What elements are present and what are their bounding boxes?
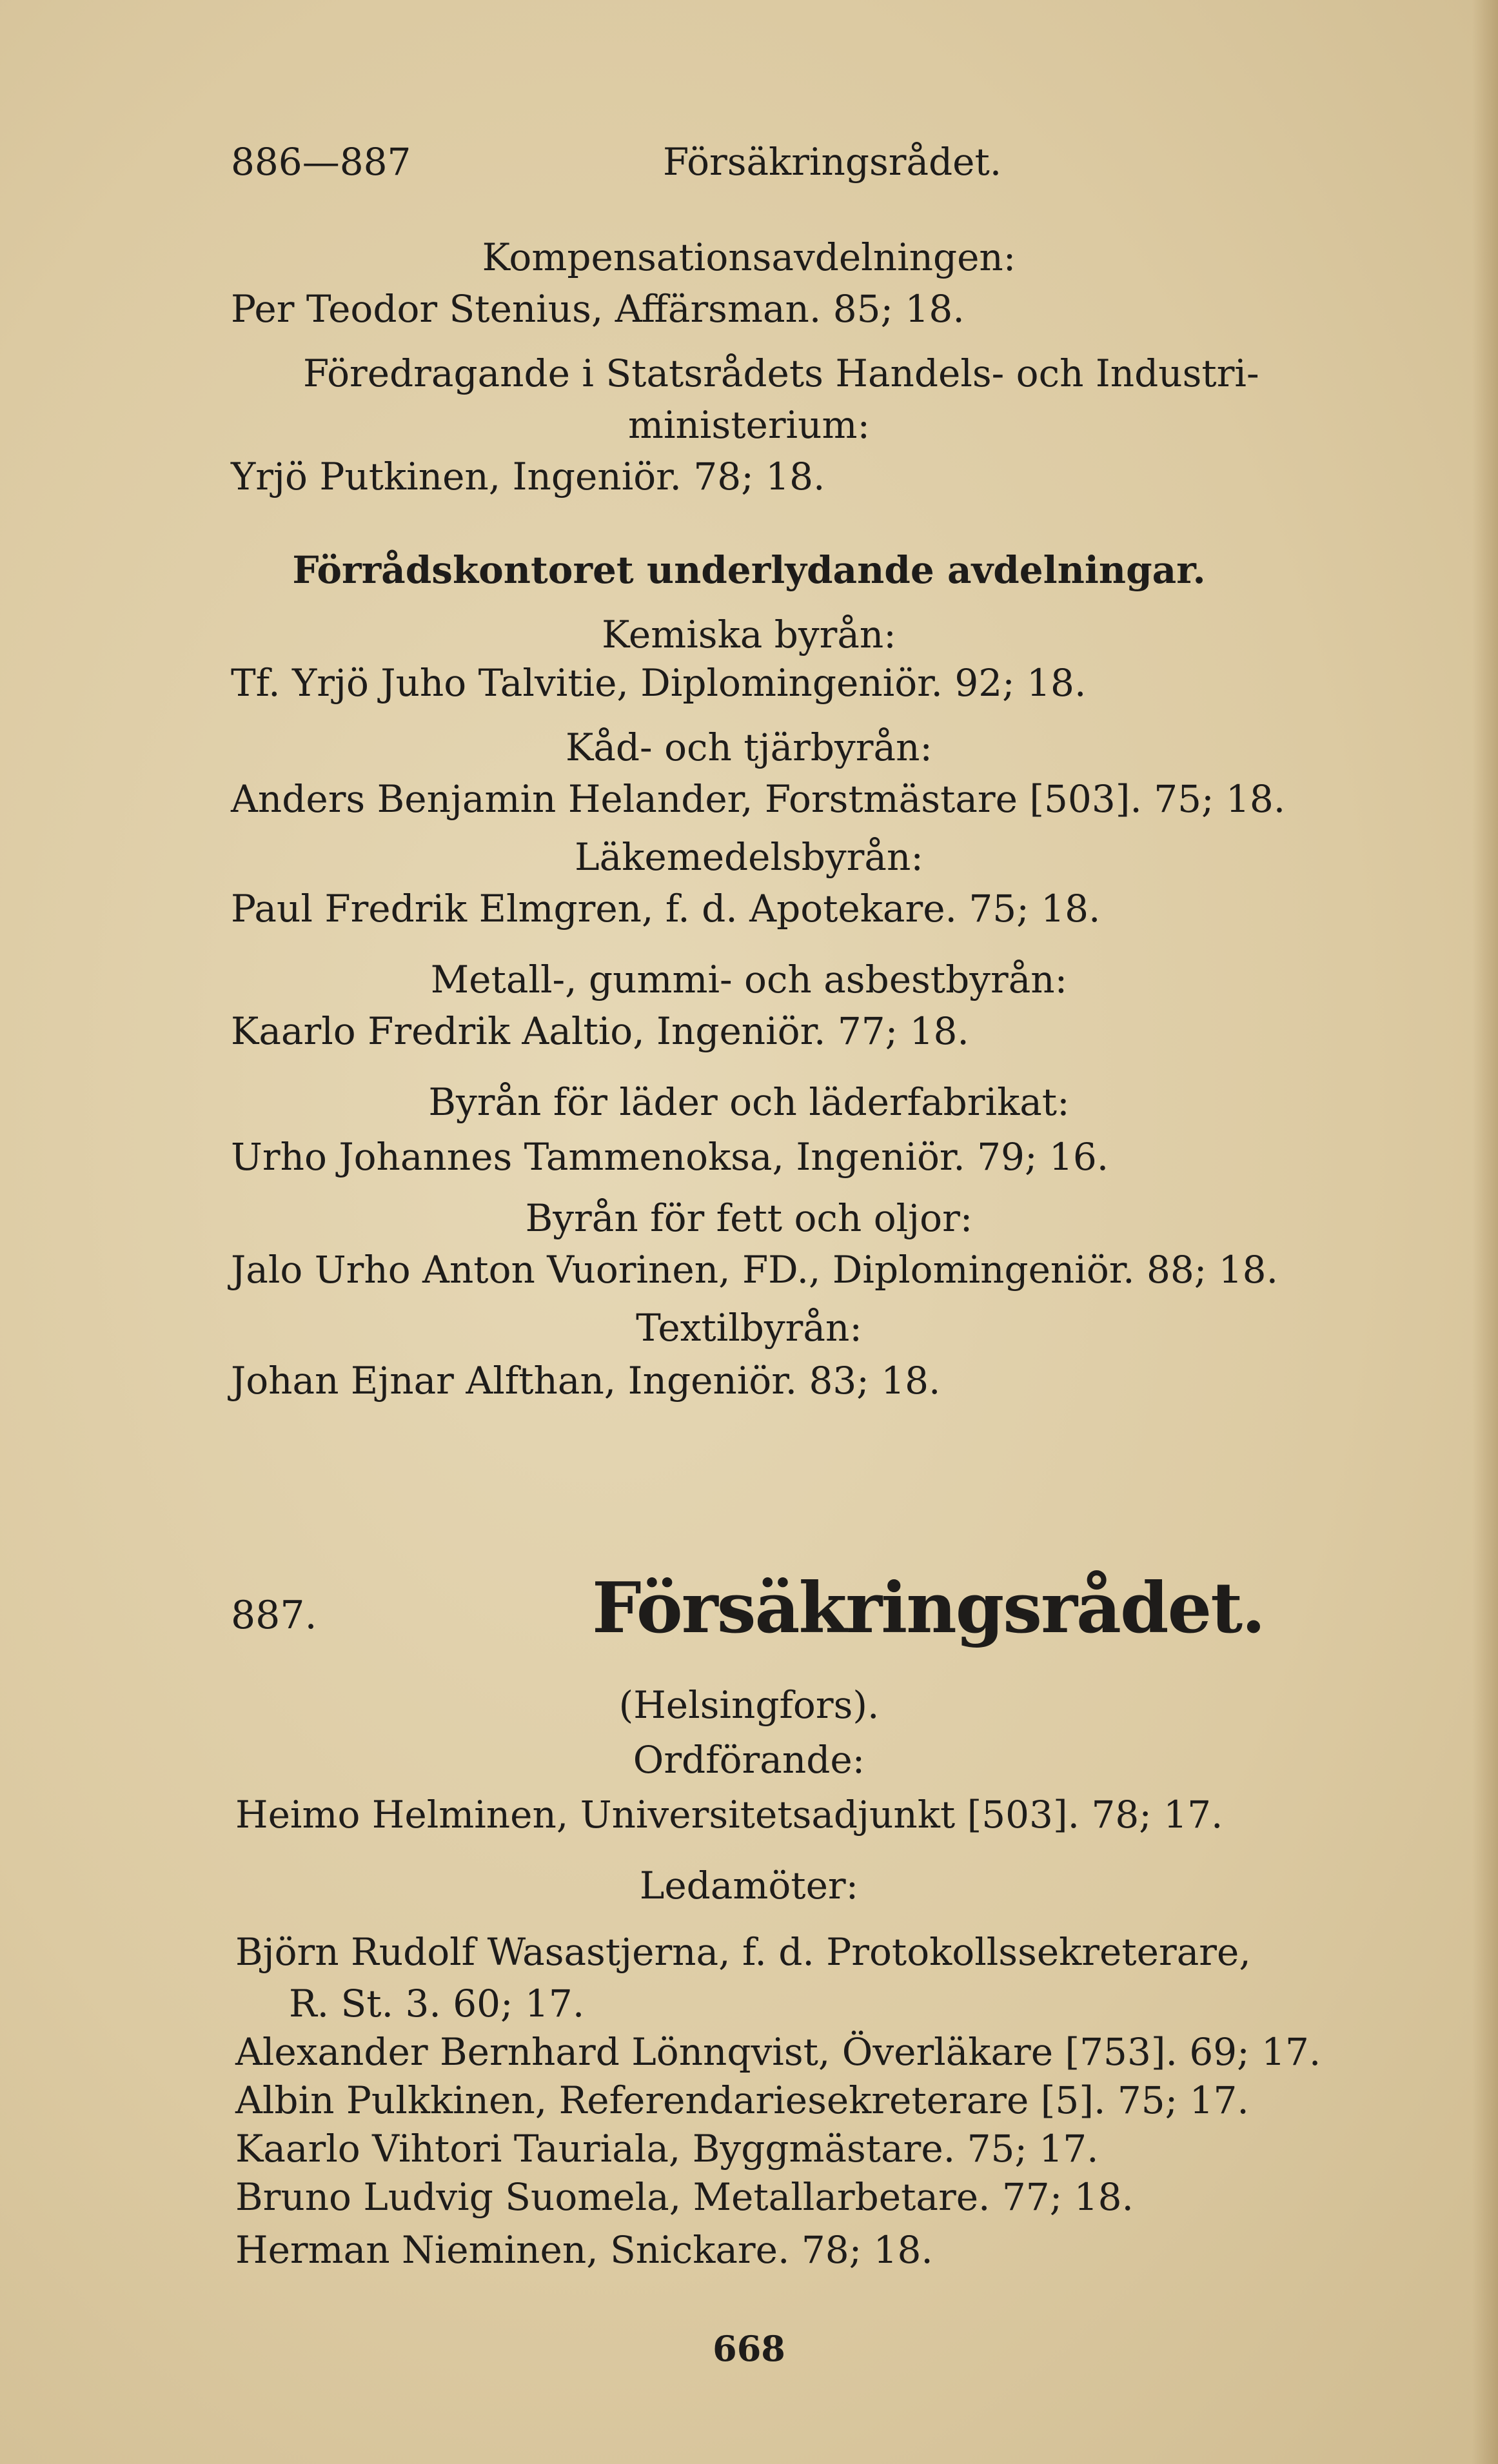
member-6: Herman Nieminen, Snickare. 78; 18.	[235, 2228, 933, 2272]
lakemedel-person: Paul Fredrik Elmgren, f. d. Apotekare. 75; 18.	[231, 887, 1101, 931]
member-5: Bruno Ludvig Suomela, Metallarbetare. 77; 18.	[235, 2175, 1134, 2219]
lader-heading: Byrån för läder och läderfabrikat:	[428, 1080, 1070, 1124]
members-heading: Ledamöter:	[639, 1864, 859, 1907]
komp-heading: Kompensationsavdelningen:	[482, 235, 1016, 279]
komp-person: Per Teodor Stenius, Affärsman. 85; 18.	[231, 287, 965, 331]
fored-person: Yrjö Putkinen, Ingeniör. 78; 18.	[231, 455, 825, 498]
ordf-heading: Ordförande:	[633, 1738, 865, 1782]
lakemedel-heading: Läkemedelsbyrån:	[575, 835, 923, 879]
kemiska-heading: Kemiska byrån:	[602, 613, 896, 656]
kad-person: Anders Benjamin Helander, Forstmästare [503]. 75; 18.	[231, 777, 1286, 821]
member-3: Albin Pulkkinen, Referendariesekreterare [5]. 75; 17.	[235, 2078, 1249, 2122]
location: (Helsingfors).	[618, 1683, 880, 1727]
section-number: 887.	[231, 1593, 317, 1638]
member-1a: Björn Rudolf Wasastjerna, f. d. Protokollssekreterare,	[235, 1930, 1251, 1974]
member-1b: R. St. 3. 60; 17.	[289, 1982, 585, 2025]
fett-person: Jalo Urho Anton Vuorinen, FD., Diplomingeniör. 88; 18.	[231, 1248, 1278, 1292]
member-2: Alexander Bernhard Lönnqvist, Överläkare [753]. 69; 17.	[235, 2030, 1321, 2074]
kemiska-person: Tf. Yrjö Juho Talvitie, Diplomingeniör. 92; 18.	[231, 661, 1087, 705]
metall-person: Kaarlo Fredrik Aaltio, Ingeniör. 77; 18.	[231, 1009, 969, 1053]
fored-heading-1: Föredragande i Statsrådets Handels- och Industri-	[303, 351, 1259, 395]
ordf-person: Heimo Helminen, Universitetsadjunkt [503]. 78; 17.	[235, 1793, 1223, 1837]
textil-person: Johan Ejnar Alfthan, Ingeniör. 83; 18.	[231, 1359, 941, 1403]
page-number: 668	[713, 2328, 785, 2369]
forrad-heading: Förrådskontoret underlydande avdelningar.	[292, 548, 1206, 592]
member-4: Kaarlo Vihtori Tauriala, Byggmästare. 75; 17.	[235, 2127, 1099, 2171]
fored-heading-2: ministerium:	[627, 403, 871, 447]
metall-heading: Metall-, gummi- och asbestbyrån:	[430, 958, 1068, 1001]
section-title: Försäkringsrådet.	[592, 1568, 1265, 1649]
page-range: 886—887	[231, 140, 411, 184]
textil-heading: Textilbyrån:	[636, 1306, 862, 1350]
fett-heading: Byrån för fett och oljor:	[525, 1196, 973, 1240]
running-title: Försäkringsrådet.	[663, 140, 1002, 184]
kad-heading: Kåd- och tjärbyrån:	[566, 725, 932, 769]
lader-person: Urho Johannes Tammenoksa, Ingeniör. 79; 16.	[231, 1135, 1109, 1179]
